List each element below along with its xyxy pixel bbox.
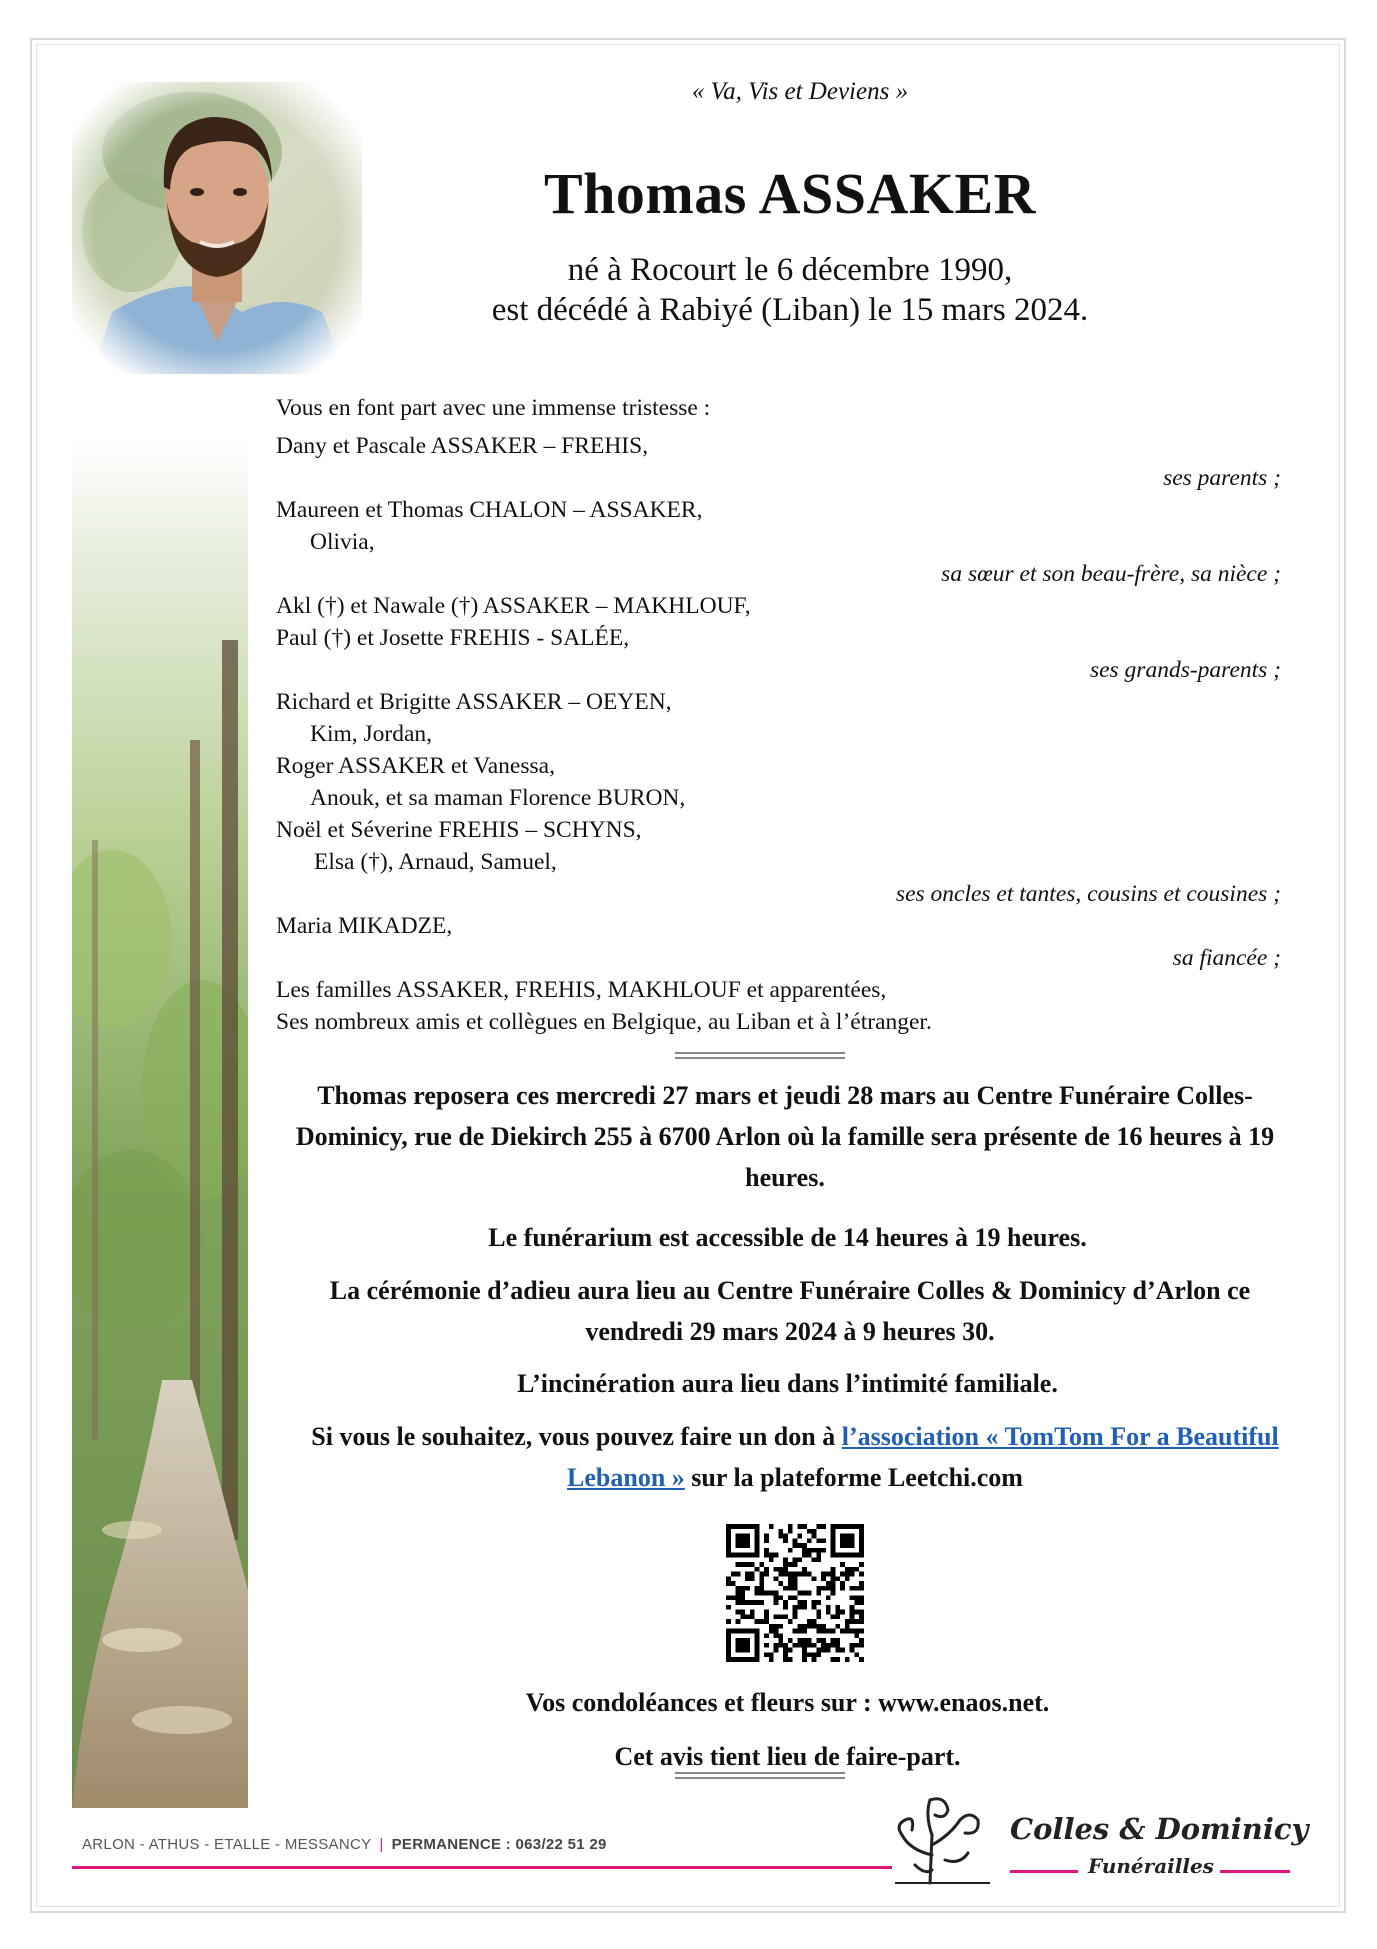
- family-cousins-3: Elsa (†), Arnaud, Samuel,: [314, 849, 557, 875]
- family-uncle-2: Roger ASSAKER et Vanessa,: [276, 753, 555, 779]
- family-cousins-1: Kim, Jordan,: [310, 721, 433, 747]
- deceased-name: Thomas ASSAKER: [543, 161, 1037, 226]
- donation-text-post: sur la plateforme Leetchi.com: [684, 1463, 1023, 1492]
- visit-info: Thomas reposera ces mercredi 27 mars et jeudi 28 mars au Centre Funéraire Colles-Dominicy, rue de Diekirch 255 à 6700 Arlon où la famille sera présente de 16 heures à 19 heures.: [295, 1081, 1275, 1192]
- footer-permanence: PERMANENCE : 063/22 51 29: [391, 1836, 607, 1853]
- family-parents: Dany et Pascale ASSAKER – FREHIS,: [276, 433, 649, 459]
- family-uncle-3: Noël et Séverine FREHIS – SCHYNS,: [276, 817, 642, 843]
- family-sister: Maureen et Thomas CHALON – ASSAKER,: [276, 497, 703, 523]
- brand-accent-left: [1010, 1870, 1078, 1873]
- access-info: Le funérarium est accessible de 14 heures à 19 heures.: [488, 1223, 1087, 1252]
- death-line: est décédé à Rabiyé (Liban) le 15 mars 2024.: [491, 292, 1089, 328]
- brand-accent-right: [1220, 1870, 1290, 1873]
- family-role-uncles: ses oncles et tantes, cousins et cousines ;: [895, 881, 1281, 907]
- birth-line: né à Rocourt le 6 décembre 1990,: [567, 252, 1013, 288]
- family-fiancee: Maria MIKADZE,: [276, 913, 453, 939]
- family-grandparents-1: Akl (†) et Nawale (†) ASSAKER – MAKHLOUF,: [276, 593, 751, 619]
- footer-contact: [82, 1836, 607, 1853]
- brand-subtitle: Funérailles: [1088, 1854, 1214, 1878]
- footer-accent-line: [72, 1866, 892, 1869]
- family-families: Les familles ASSAKER, FREHIS, MAKHLOUF et apparentées,: [276, 977, 887, 1003]
- family-role-fiancee: sa fiancée ;: [1172, 945, 1281, 971]
- family-role-grandparents: ses grands-parents ;: [1089, 657, 1281, 683]
- donation-info: [280, 1416, 1310, 1498]
- family-uncle-1: Richard et Brigitte ASSAKER – OEYEN,: [276, 689, 672, 715]
- family-cousins-2: Anouk, et sa maman Florence BURON,: [310, 785, 686, 811]
- portrait-photo: [72, 82, 362, 374]
- separator-top: [675, 1052, 845, 1062]
- family-grandparents-2: Paul (†) et Josette FREHIS - SALÉE,: [276, 625, 630, 651]
- family-niece: Olivia,: [310, 529, 375, 555]
- family-role-parents: ses parents ;: [1163, 465, 1281, 491]
- brand-name: Colles & Dominicy: [1010, 1812, 1309, 1846]
- donation-text-pre: Si vous le souhaitez, vous pouvez faire un don à: [311, 1422, 842, 1451]
- condolences-info: Vos condoléances et fleurs sur : www.enaos.net.: [525, 1688, 1050, 1717]
- motto: « Va, Vis et Deviens »: [691, 78, 909, 105]
- donation-link[interactable]: l’association « TomTom For a Beautiful Lebanon »: [567, 1422, 1279, 1492]
- footer-locations: ARLON - ATHUS - ETALLE - MESSANCY: [82, 1836, 372, 1853]
- separator-bottom: [675, 1772, 845, 1782]
- birth-death-info: [420, 250, 1160, 330]
- footer-separator: |: [379, 1836, 384, 1853]
- family-role-sister: sa sœur et son beau-frère, sa nièce ;: [941, 561, 1281, 587]
- notice-info: Cet avis tient lieu de faire-part.: [614, 1742, 961, 1771]
- ceremony-info: La cérémonie d’adieu aura lieu au Centre Funéraire Colles & Dominicy d’Arlon ce vendredi 29 mars 2024 à 9 heures 30.: [329, 1276, 1251, 1346]
- forest-path-image: [72, 440, 248, 1808]
- family-friends: Ses nombreux amis et collègues en Belgique, au Liban et à l’étranger.: [276, 1009, 932, 1035]
- cremation-info: L’incinération aura lieu dans l’intimité familiale.: [517, 1369, 1058, 1398]
- family-intro: Vous en font part avec une immense tristesse :: [276, 395, 711, 421]
- qr-code[interactable]: [726, 1524, 864, 1662]
- family-list: [276, 392, 1281, 1038]
